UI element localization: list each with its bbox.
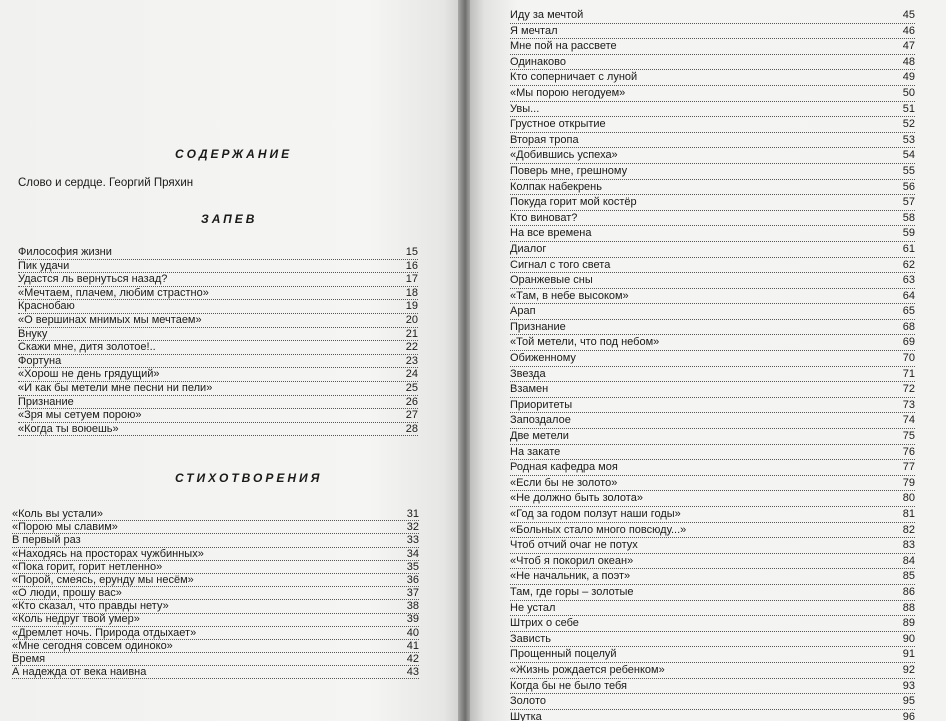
- toc-entry: [12, 666, 419, 679]
- toc-entry-page-number: 48: [902, 55, 915, 68]
- toc-entry: [510, 39, 915, 55]
- toc-entry-title: Чтоб отчий очаг не потух: [510, 539, 638, 552]
- toc-entry: [12, 508, 419, 521]
- toc-entry-title: Зависть: [510, 632, 552, 645]
- toc-entry: [510, 445, 915, 461]
- toc-entry: [510, 258, 915, 274]
- toc-entry-title: «Порой, смеясь, ерунду мы несём»: [12, 573, 194, 586]
- toc-entry: [18, 273, 418, 287]
- toc-entry-page-number: 76: [902, 445, 915, 458]
- toc-entry: [510, 180, 915, 196]
- toc-entry-title: Золото: [510, 695, 546, 708]
- toc-entry-page-number: 84: [902, 554, 915, 567]
- toc-entry-title: «Порою мы славим»: [12, 521, 118, 534]
- toc-entry: [510, 413, 915, 429]
- toc-entry-page-number: 16: [405, 259, 418, 272]
- toc-entry: [12, 614, 419, 627]
- toc-entry: [510, 226, 915, 242]
- toc-entry: [18, 287, 418, 301]
- toc-entry-page-number: 75: [902, 430, 915, 443]
- toc-entry-page-number: 81: [902, 508, 915, 520]
- toc-entry-title: Время: [12, 653, 46, 666]
- toc-entry-page-number: 72: [902, 383, 915, 396]
- toc-entry-title: «Не начальник, а поэт»: [510, 570, 631, 583]
- toc-entry-page-number: 34: [406, 547, 419, 560]
- toc-entry-title: Удастся ль вернуться назад?: [18, 273, 168, 286]
- toc-entry-title: «О вершинах мнимых мы мечтаем»: [18, 313, 202, 326]
- toc-entry-page-number: 77: [902, 461, 915, 474]
- toc-entry: [510, 632, 915, 648]
- toc-entry-title: «Пока горит, горит нетленно»: [12, 560, 163, 573]
- toc-entry: [510, 148, 915, 164]
- toc-entry-page-number: 39: [406, 613, 419, 626]
- toc-entry: [18, 260, 418, 274]
- toc-entry-page-number: 22: [405, 341, 418, 354]
- toc-entry-title: Кто соперничает с луной: [510, 71, 638, 84]
- toc-entry: [18, 300, 418, 314]
- toc-entry-page-number: 38: [406, 600, 419, 613]
- left-page: [0, 0, 462, 721]
- toc-entry: [510, 491, 915, 507]
- toc-entry-page-number: 85: [902, 570, 915, 583]
- toc-entry-title: Диалог: [510, 242, 547, 255]
- toc-entry-title: «Хорош не день грядущий»: [18, 368, 160, 381]
- toc-entry: [510, 429, 915, 445]
- toc-entry-page-number: 70: [902, 352, 915, 365]
- toc-entry-page-number: 27: [405, 409, 418, 422]
- toc-entry: [510, 367, 915, 383]
- toc-entry-title: Увы...: [510, 102, 540, 115]
- toc-entry-title: «Добившись успеха»: [510, 149, 618, 162]
- toc-entry: [12, 587, 419, 600]
- toc-entry-title: А надежда от века наивна: [12, 666, 147, 679]
- toc-entry-page-number: 57: [902, 196, 915, 209]
- contents-heading: СОДЕРЖАНИЕ: [175, 147, 293, 161]
- toc-entry-title: Признание: [18, 395, 74, 408]
- toc-entry: [12, 600, 419, 613]
- toc-entry-page-number: 58: [902, 211, 915, 224]
- toc-entry: [510, 102, 915, 118]
- toc-entry: [510, 70, 915, 86]
- toc-entry: [510, 133, 915, 149]
- toc-entry-page-number: 45: [902, 9, 915, 21]
- toc-entry-title: «Дремлет ночь. Природа отдыхает»: [12, 626, 197, 639]
- toc-entry-page-number: 89: [902, 617, 915, 630]
- toc-entry-title: Арап: [510, 305, 536, 318]
- toc-entry-title: «Чтоб я покорил океан»: [510, 554, 634, 567]
- toc-entry: [510, 8, 915, 24]
- toc-entry-page-number: 36: [406, 573, 419, 586]
- toc-entry: [12, 653, 419, 666]
- toc-entry-title: Взамен: [510, 383, 549, 396]
- toc-entry-title: Прощенный поцелуй: [510, 648, 617, 661]
- toc-entry-title: Оранжевые сны: [510, 274, 593, 287]
- toc-entry: [510, 647, 915, 663]
- toc-entry: [18, 368, 418, 382]
- section-stikhotvoreniya-heading: СТИХОТВОРЕНИЯ: [175, 471, 323, 485]
- toc-entry-page-number: 59: [902, 227, 915, 240]
- toc-entry: [510, 554, 915, 570]
- toc-entry-title: Грустное открытие: [510, 118, 606, 131]
- toc-entry: [510, 211, 915, 227]
- toc-entry-title: «Год за годом ползут наши годы»: [510, 508, 681, 520]
- toc-entry-page-number: 23: [405, 354, 418, 367]
- toc-entry: [510, 304, 915, 320]
- toc-entry: [12, 640, 419, 653]
- toc-entry-title: «Не должно быть золота»: [510, 492, 643, 505]
- toc-entry: [510, 398, 915, 414]
- toc-entry-page-number: 74: [902, 414, 915, 427]
- toc-entry-page-number: 68: [902, 320, 915, 333]
- toc-entry-page-number: 35: [406, 560, 419, 573]
- toc-entry-title: «Мы порою негодуем»: [510, 86, 626, 99]
- toc-entry: [12, 627, 419, 640]
- toc-entry: [510, 335, 915, 351]
- toc-entry: [12, 574, 419, 587]
- toc-entry: [510, 710, 915, 721]
- toc-entry-title: «Больных стало много повсюду...»: [510, 523, 687, 536]
- toc-entry-page-number: 79: [902, 476, 915, 489]
- toc-entry-page-number: 47: [902, 40, 915, 53]
- toc-entry: [18, 341, 418, 355]
- toc-entry-page-number: 53: [902, 133, 915, 146]
- toc-entry-page-number: 56: [902, 180, 915, 193]
- toc-entry: [510, 663, 915, 679]
- toc-zapev-list: [18, 246, 418, 436]
- toc-entry-page-number: 15: [405, 246, 418, 258]
- toc-entry-title: Кто виноват?: [510, 211, 578, 224]
- toc-entry-title: Признание: [510, 320, 566, 333]
- toc-entry-page-number: 64: [902, 289, 915, 302]
- toc-entry-title: Шутка: [510, 710, 542, 721]
- toc-entry-page-number: 82: [902, 523, 915, 536]
- toc-entry-title: Скажи мне, дитя золотое!..: [18, 341, 156, 354]
- toc-entry-title: Когда бы не было тебя: [510, 679, 627, 692]
- toc-entry: [18, 314, 418, 328]
- toc-entry-title: Не устал: [510, 601, 556, 614]
- toc-entry: [510, 164, 915, 180]
- toc-entry-page-number: 91: [902, 648, 915, 661]
- toc-entry-title: Одинаково: [510, 55, 566, 68]
- toc-entry-page-number: 86: [902, 585, 915, 598]
- toc-entry-title: Приоритеты: [510, 398, 573, 411]
- toc-entry-title: «Той метели, что под небом»: [510, 336, 660, 349]
- toc-entry-page-number: 65: [902, 305, 915, 318]
- toc-entry-page-number: 40: [406, 626, 419, 639]
- toc-entry-page-number: 83: [902, 539, 915, 552]
- toc-entry-title: Вторая тропа: [510, 133, 579, 146]
- toc-entry: [510, 242, 915, 258]
- toc-entry-title: Пик удачи: [18, 259, 70, 272]
- toc-entry: [510, 694, 915, 710]
- toc-entry-page-number: 37: [406, 587, 419, 600]
- toc-entry-title: «Когда ты воюешь»: [18, 422, 119, 435]
- right-page: [470, 0, 946, 721]
- toc-entry: [12, 534, 419, 547]
- section-zapev-heading: ЗАПЕВ: [201, 212, 258, 226]
- toc-entry: [510, 351, 915, 367]
- toc-entry-title: На закате: [510, 445, 561, 458]
- toc-entry-page-number: 96: [902, 710, 915, 721]
- toc-entry-title: «И как бы метели мне песни ни пели»: [18, 381, 213, 394]
- toc-entry-title: Мне пой на рассвете: [510, 40, 617, 53]
- toc-entry: [12, 561, 419, 574]
- toc-entry-page-number: 61: [902, 242, 915, 255]
- toc-entry-page-number: 20: [405, 313, 418, 326]
- toc-entry-title: Внуку: [18, 327, 48, 340]
- toc-entry-page-number: 18: [405, 286, 418, 299]
- toc-entry-page-number: 21: [405, 327, 418, 340]
- toc-entry: [18, 246, 418, 260]
- toc-entry-page-number: 80: [902, 492, 915, 505]
- toc-entry: [510, 55, 915, 71]
- toc-entry: [510, 195, 915, 211]
- toc-entry-page-number: 92: [902, 663, 915, 676]
- toc-entry-title: Штрих о себе: [510, 617, 579, 630]
- toc-entry-page-number: 31: [406, 508, 419, 520]
- toc-entry-page-number: 32: [406, 521, 419, 534]
- toc-entry-title: Философия жизни: [18, 246, 112, 258]
- toc-entry-title: Иду за мечтой: [510, 9, 584, 21]
- toc-entry-page-number: 50: [902, 86, 915, 99]
- toc-entry: [510, 616, 915, 632]
- toc-entry: [510, 24, 915, 40]
- toc-entry: [510, 523, 915, 539]
- intro-line: Слово и сердце. Георгий Пряхин: [18, 177, 194, 189]
- toc-entry: [510, 289, 915, 305]
- toc-entry-title: «Коль вы устали»: [12, 508, 104, 520]
- toc-entry-title: «Там, в небе высоком»: [510, 289, 629, 302]
- toc-continued-list: [510, 8, 915, 721]
- toc-entry-page-number: 93: [902, 679, 915, 692]
- toc-entry: [510, 679, 915, 695]
- toc-entry: [510, 320, 915, 336]
- toc-entry-title: Колпак набекрень: [510, 180, 602, 193]
- toc-entry: [18, 423, 418, 437]
- toc-entry: [18, 382, 418, 396]
- toc-entry: [510, 538, 915, 554]
- toc-entry-page-number: 49: [902, 71, 915, 84]
- toc-entry-title: Фортуна: [18, 354, 62, 367]
- toc-entry-title: Краснобаю: [18, 300, 75, 313]
- toc-entry-title: «Коль недруг твой умер»: [12, 613, 140, 626]
- toc-entry-title: «Жизнь рождается ребенком»: [510, 663, 665, 676]
- toc-entry-page-number: 62: [902, 258, 915, 271]
- toc-entry: [18, 396, 418, 410]
- toc-entry: [18, 355, 418, 369]
- toc-entry-title: Поверь мне, грешному: [510, 164, 628, 177]
- toc-entry-title: На все времена: [510, 227, 592, 240]
- toc-entry-page-number: 52: [902, 118, 915, 131]
- toc-entry-title: «Если бы не золото»: [510, 476, 618, 489]
- toc-entry-title: Там, где горы – золотые: [510, 585, 634, 598]
- toc-entry-page-number: 41: [406, 639, 419, 652]
- toc-entry-page-number: 46: [902, 24, 915, 37]
- toc-entry: [12, 521, 419, 534]
- toc-entry-title: Обиженному: [510, 352, 576, 365]
- toc-entry-page-number: 17: [405, 273, 418, 286]
- toc-entry: [510, 601, 915, 617]
- toc-entry-title: Родная кафедра моя: [510, 461, 618, 474]
- toc-entry-title: Покуда горит мой костёр: [510, 196, 637, 209]
- toc-entry-page-number: 69: [902, 336, 915, 349]
- toc-entry-title: Сигнал с того света: [510, 258, 611, 271]
- toc-entry: [510, 382, 915, 398]
- toc-entry-title: Запоздалое: [510, 414, 571, 427]
- toc-entry-title: Две метели: [510, 430, 569, 443]
- toc-entry: [510, 117, 915, 133]
- toc-entry-title: «Мне сегодня совсем одиноко»: [12, 639, 173, 652]
- toc-entry-title: «О люди, прошу вас»: [12, 587, 122, 600]
- toc-entry-page-number: 55: [902, 164, 915, 177]
- toc-entry-page-number: 71: [902, 367, 915, 380]
- toc-entry-page-number: 25: [405, 381, 418, 394]
- toc-entry-title: Я мечтал: [510, 24, 558, 37]
- toc-entry: [510, 86, 915, 102]
- toc-entry-page-number: 26: [405, 395, 418, 408]
- toc-entry-page-number: 24: [405, 368, 418, 381]
- toc-entry-title: «Находясь на просторах чужбинных»: [12, 547, 204, 560]
- toc-entry: [510, 507, 915, 523]
- toc-entry-page-number: 88: [902, 601, 915, 614]
- toc-entry: [510, 460, 915, 476]
- toc-entry: [510, 585, 915, 601]
- toc-entry-title: «Зря мы сетуем порою»: [18, 409, 142, 422]
- toc-entry: [510, 273, 915, 289]
- toc-entry-page-number: 19: [405, 300, 418, 313]
- toc-entry: [18, 409, 418, 423]
- toc-entry: [18, 328, 418, 342]
- toc-entry: [510, 569, 915, 585]
- toc-entry-page-number: 42: [406, 653, 419, 666]
- toc-entry-page-number: 63: [902, 274, 915, 287]
- toc-entry-title: Звезда: [510, 367, 546, 380]
- toc-stikhotvoreniya-list: [12, 508, 419, 679]
- toc-entry-page-number: 33: [406, 534, 419, 547]
- toc-entry-page-number: 28: [405, 422, 418, 435]
- toc-entry-page-number: 90: [902, 632, 915, 645]
- toc-entry: [12, 548, 419, 561]
- toc-entry-page-number: 51: [902, 102, 915, 115]
- toc-entry-page-number: 43: [406, 666, 419, 679]
- toc-entry: [510, 476, 915, 492]
- toc-entry-title: В первый раз: [12, 534, 81, 547]
- toc-entry-page-number: 95: [902, 695, 915, 708]
- toc-entry-title: «Мечтаем, плачем, любим страстно»: [18, 286, 209, 299]
- toc-entry-page-number: 73: [902, 398, 915, 411]
- toc-entry-page-number: 54: [902, 149, 915, 162]
- toc-entry-title: «Кто сказал, что правды нету»: [12, 600, 169, 613]
